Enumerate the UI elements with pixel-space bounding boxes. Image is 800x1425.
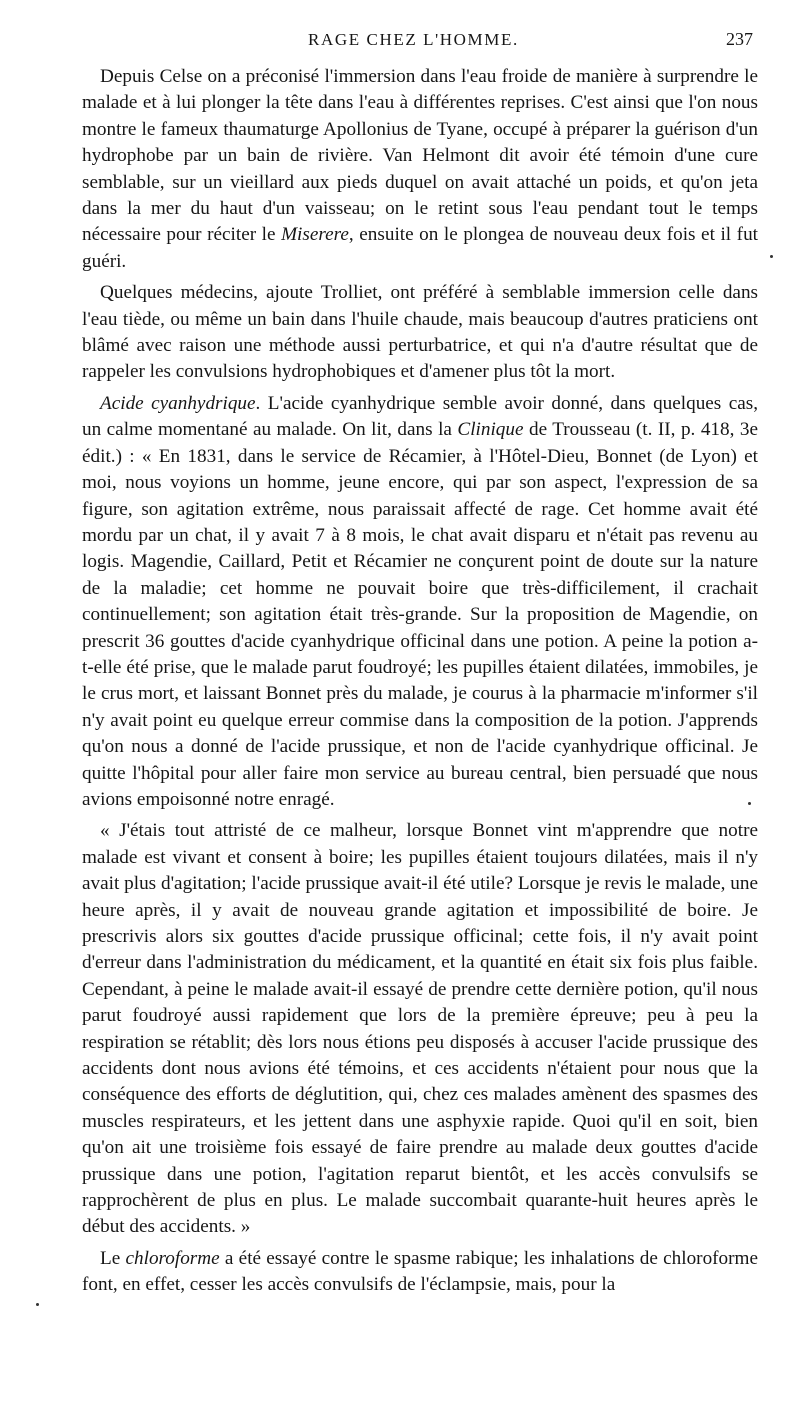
paragraph-text: de Trousseau (t. II, p. 418, 3e édit.) : « En 1831, dans le service de Récamier, à l'Hôtel-Dieu, Bonnet (de Lyon) et moi, nous voyions un homme, jeune encore, qui par son aspect, l'expression de sa figure, son agitation extrême, nous paraissait affecté de rage. Cet homme avait été mordu par un chat, il y avait 7 à 8 mois, le chat avait disparu et n'était pas revenu au logis. Magendie, Caillard, Petit et Récamier ne conçurent point de doute sur la nature de la maladie; cet homme ne pouvait boire que très-difficilement, il crachait continuellement; son agitation était très-grande. Sur la proposition de Magendie, on prescrit 36 gouttes d'acide cyanhydrique officinal dans une potion. A peine la potion a-t-elle été prise, que le malade parut foudroyé; les pupilles étaient dilatées, immobiles, je le crus mort, et laissant Bonnet près du malade, je courus à la pharmacie m'informer s'il n'y avait point eu quelque erreur commise dans la composition de la potion. J'apprends qu'on nous a donné de l'acide prussique, et non de l'acide cyanhydrique officinal. Je quitte l'hôpital pour aller faire mon service au bureau central, bien persuadé que nous avions empoisonné notre enragé.: [82, 419, 758, 810]
paragraph: [82, 818, 758, 1241]
paragraph-text: , ensuite on le plongea de nouveau deux fois et il fut guéri.: [82, 224, 758, 272]
page-header: [0, 30, 800, 60]
paragraph-text: Le: [100, 1247, 126, 1269]
paragraph: [82, 391, 758, 814]
page-number: 237: [726, 29, 753, 49]
italic-text: Miserere: [281, 224, 349, 246]
paragraph-text: a été essayé contre le spasme rabique; les inhalations de chloroforme font, en effet, cesser les accès convulsifs de l'éclampsie, mais, pour la: [82, 1247, 758, 1296]
print-speck: [36, 1303, 39, 1306]
paragraph: [82, 1246, 758, 1299]
body-text: [82, 64, 758, 1304]
paragraph-text: Depuis Celse on a préconisé l'immersion dans l'eau froide de manière à surprendre le malade et à lui plonger la tête dans l'eau à différentes reprises. C'est ainsi que l'on nous montre le fameux thaumaturge Apollonius de Tyane, occupé à préparer la guérison d'un hydrophobe par un bain de rivière. Van Helmont dit avoir été témoin d'une cure semblable, sur un vieillard aux pieds duquel on avait attaché un poids, et qu'on jeta dans la mer du haut d'un vaisseau; on le retint sous l'eau pendant tout le temps nécessaire pour réciter le: [82, 66, 758, 246]
italic-text: Clinique: [457, 419, 524, 441]
print-speck: [748, 802, 751, 805]
running-title: RAGE CHEZ L'HOMME.: [308, 30, 519, 49]
paragraph-text: Quelques médecins, ajoute Trolliet, ont préféré à semblable immersion celle dans l'eau tiède, ou même un bain dans l'huile chaude, mais beaucoup d'autres praticiens ont blâmé avec raison une méthode aussi perturbatrice, et qui n'a d'autre résultat que de rappeler les convulsions hydrophobiques et d'amener plus tôt la mort.: [82, 282, 758, 383]
italic-text: chloroforme: [125, 1247, 220, 1269]
print-speck: [770, 255, 773, 258]
paragraph-text: . L'acide cyanhydrique semble avoir donné, dans quelques cas, un calme momentané au malade. On lit, dans la: [82, 392, 758, 441]
paragraph: [82, 64, 758, 275]
paragraph-text: « J'étais tout attristé de ce malheur, lorsque Bonnet vint m'apprendre que notre malade est vivant et consent à boire; les pupilles étaient toujours dilatées, mais il n'y avait plus d'agitation; l'acide prussique avait-il été utile? Lorsque je revis le malade, une heure après, il y avait de nouveau grande agitation et impossibilité de boire. Je prescrivis alors six gouttes d'acide prussique officinal; cette fois, il n'y avait point d'erreur dans l'administration du médicament, et la quantité en était six fois plus faible. Cependant, à peine le malade avait-il essayé de prendre cette dernière potion, qu'il nous parut foudroyé aussi rapidement que lors de la première épreuve; peu à peu la respiration se rétablit; dès lors nous étions peu disposés à accuser l'acide prussique des accidents dont nous avions été témoins, et ces accidents n'étaient pour nous que la conséquence des efforts de déglutition, qui, chez ces malades amènent des spasmes des muscles respirateurs, et les jettent dans une asphyxie rapide. Quoi qu'il en soit, bien qu'on ait une troisième fois essayé de faire prendre au malade deux gouttes d'acide prussique dans une potion, l'agitation reparut bientôt, et les accès convulsifs se rapprochèrent de plus en plus. Le malade succombait quarante-huit heures après le début des accidents. »: [82, 820, 758, 1238]
italic-text: Acide cyanhydrique: [100, 392, 256, 414]
paragraph: [82, 280, 758, 386]
